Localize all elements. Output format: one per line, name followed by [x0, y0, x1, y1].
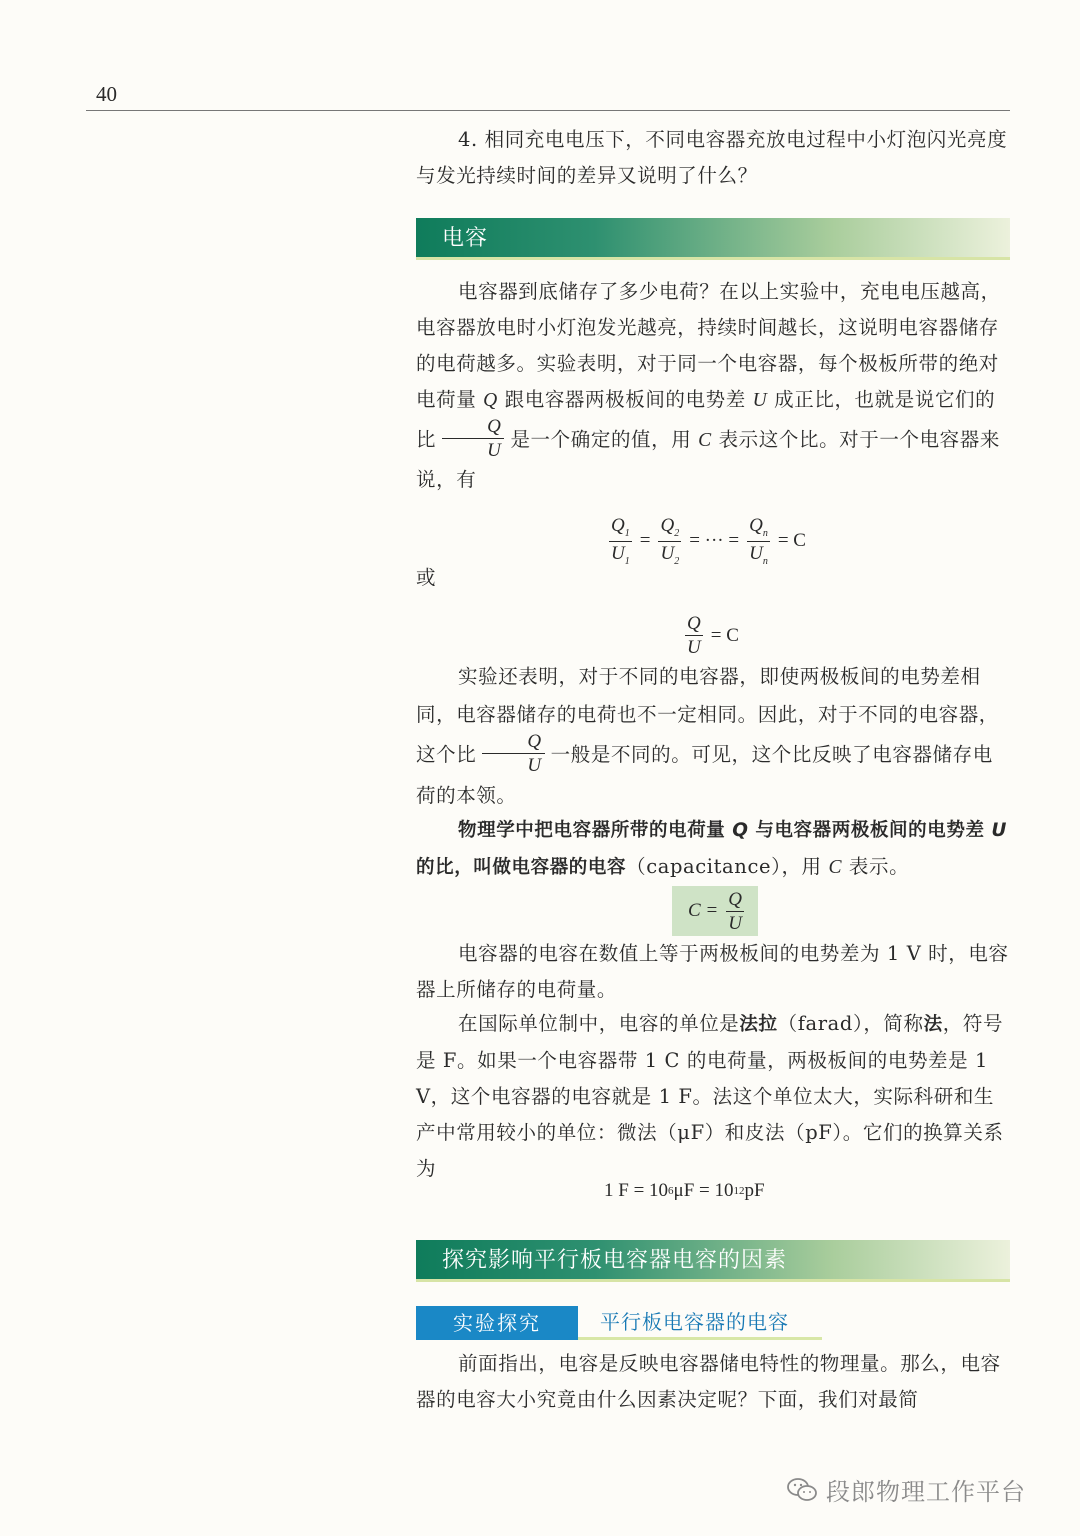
- p2-text-a: 实验还表明，对于不同的电容器，即使两极板间的电势差相同，电容器储存的电荷也不一定相同。因此，对于不同的电容器，这个比: [416, 665, 999, 766]
- farad-short-term: 法: [923, 1014, 943, 1035]
- p1-text-b: 跟电容器两极板间的电势差: [504, 388, 746, 411]
- or-text: 或: [416, 566, 437, 589]
- p5-text-a: 在国际单位制中，电容的单位是: [458, 1012, 740, 1035]
- experiment-title: 平行板电容器的电容: [578, 1306, 822, 1340]
- p3-symbol-q: Q: [732, 820, 749, 841]
- inline-fraction-q-over-u-2: $\frac{Q}{U}$: [482, 732, 544, 775]
- paragraph-5: [416, 1006, 1010, 1187]
- wechat-icon: [786, 1476, 818, 1504]
- experiment-tag: 实验探究: [416, 1306, 578, 1340]
- definition-paragraph: [416, 812, 1010, 886]
- p5-text-c: ，符号是 F。如果一个电容器带 1 C 的电荷量，两极板间的电势差是 1 V，这个电容器的电容就是 1 F。法这个单位太大，实际科研和生产中常用较小的单位：微法（μF）和皮法（pF）。它们的换算关系为: [416, 1012, 1004, 1180]
- page-number: 40: [96, 82, 117, 106]
- header-rule: [86, 110, 1010, 111]
- paragraph-2: [416, 658, 1010, 815]
- p3-text-b: 与电容器两极板间的电势差: [755, 820, 985, 841]
- question-4: [416, 122, 1010, 194]
- equation-unit-conversion: 1 F = 10 6 μF = 10 12 pF: [604, 1180, 765, 1201]
- symbol-c: C: [698, 430, 712, 451]
- equation-ratio-chain: $\frac{Q_1}{U_1}$ = $\frac{Q_2}{U_2}$ = ··· = $\frac{Q_n}{U_n}$ = C: [611, 515, 806, 567]
- symbol-q: Q: [483, 390, 498, 411]
- farad-term: 法拉: [739, 1014, 778, 1035]
- question-4-text: 4. 相同充电电压下，不同电容器充放电过程中小灯泡闪光亮度与发光持续时间的差异又说明了什么？: [416, 128, 1008, 187]
- watermark-text: 段郎物理工作平台: [826, 1478, 1026, 1506]
- section-heading-factors: 探究影响平行板电容器电容的因素: [416, 1240, 1010, 1282]
- equation-q-over-u: $\frac{Q}{U}$ = C: [687, 613, 739, 658]
- capacitance-formula-box: C = $\frac{Q}{U}$: [672, 886, 758, 936]
- p2-text-b: 一般是不同的。可见，这个比反映了电容器储存电荷的本领。: [416, 743, 993, 807]
- p3-symbol-c: C: [828, 857, 843, 878]
- p4-text: 电容器的电容在数值上等于两极板间的电势差为 1 V 时，电容器上所储存的电荷量。: [416, 942, 1009, 1001]
- p1-text-d: 是一个确定的值，用: [510, 428, 692, 451]
- p3-symbol-u: U: [991, 820, 1007, 841]
- p1-text-a: 电容器到底储存了多少电荷？在以上实验中，充电电压越高，电容器放电时小灯泡发光越亮，持续时间越长，这说明电容器储存的电荷越多。实验表明，对于同一个电容器，每个极板所带的绝对电荷量: [416, 280, 1001, 411]
- p5-text-b: （farad），简称: [777, 1012, 924, 1035]
- inline-fraction-q-over-u: $\frac{Q}{U}$: [442, 417, 504, 460]
- section-heading-capacitance: 电容: [416, 218, 1010, 260]
- p6-text: 前面指出，电容是反映电容器储电特性的物理量。那么，电容器的电容大小究竟由什么因素决定呢？下面，我们对最简: [416, 1352, 1001, 1411]
- p1-text-c: 成正比，也就是说它们的比: [416, 388, 996, 451]
- p3-text-a: 物理学中把电容器所带的电荷量: [458, 820, 726, 841]
- watermark: [786, 1472, 1026, 1507]
- p3-text-e: 表示。: [848, 855, 910, 878]
- paragraph-1: [416, 274, 1010, 498]
- paragraph-6: [416, 1346, 1010, 1418]
- paragraph-4: [416, 936, 1010, 1008]
- p3-text-c: 的比，叫做电容器的电容: [416, 857, 627, 878]
- p1-text-e: 表示这个比。对于一个电容器来说，有: [416, 428, 1000, 491]
- or-line: [416, 560, 1010, 596]
- p3-text-d: （capacitance），用: [626, 855, 822, 878]
- symbol-u: U: [752, 390, 768, 411]
